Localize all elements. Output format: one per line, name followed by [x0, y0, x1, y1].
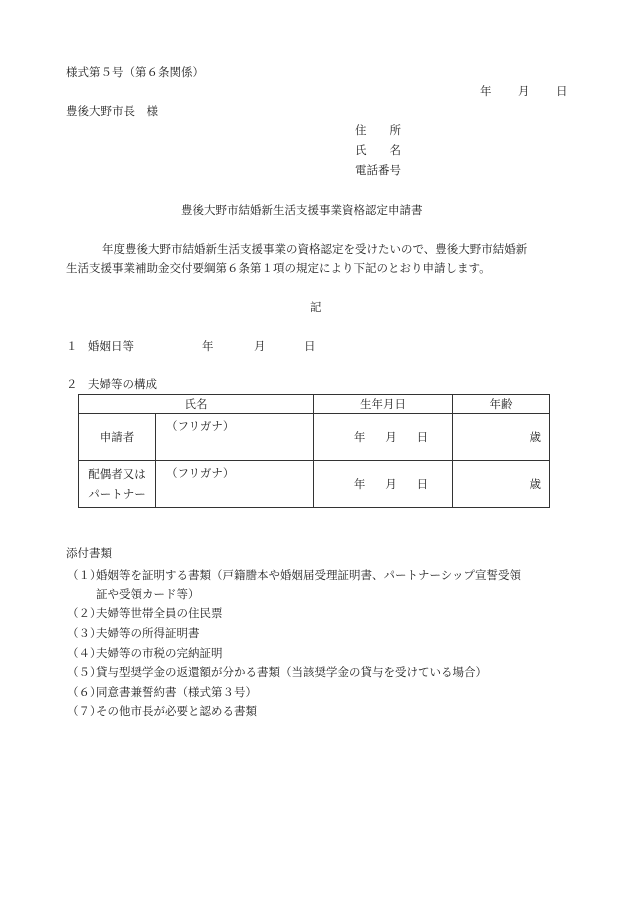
addressee: 豊後大野市長 様	[66, 104, 158, 118]
dob-cell[interactable]	[314, 461, 453, 508]
row-label	[79, 461, 156, 508]
item1-label: 婚姻日等	[88, 339, 134, 353]
attachment-number: （４）	[67, 646, 102, 660]
age-cell[interactable]	[453, 461, 550, 508]
attachment-number: （７）	[67, 704, 102, 718]
attachment-text: 同意書兼誓約書（様式第３号）	[96, 685, 257, 699]
dob-month-label: 月	[385, 430, 397, 444]
attachment-item	[67, 624, 200, 642]
document-title: 豊後大野市結婚新生活支援事業資格認定申請書	[181, 203, 423, 217]
attachment-text: その他市長が必要と認める書類	[96, 704, 257, 718]
body-text-line-2: 生活支援事業補助金交付要綱第６条第１項の規定により下記のとおり申請します。	[66, 261, 491, 275]
age-cell[interactable]	[453, 414, 550, 461]
item2-label: 夫婦等の構成	[88, 377, 157, 391]
attachment-item	[67, 604, 223, 622]
dob-year-label: 年	[353, 477, 366, 491]
item1-number: １	[66, 339, 78, 353]
row-label-line1: 配偶者又は	[88, 467, 146, 481]
attachment-item	[67, 644, 223, 662]
attachment-item	[67, 566, 521, 584]
table-row	[79, 461, 550, 508]
marriage-year-label: 年	[202, 339, 214, 353]
attachment-text: 夫婦等の市税の完納証明	[96, 646, 223, 660]
age-unit-label: 歳	[529, 477, 541, 491]
name-label: 氏 名	[355, 143, 401, 157]
attachment-number: （６）	[67, 685, 102, 699]
attachment-number: （２）	[67, 606, 102, 620]
item2-number: ２	[66, 377, 78, 391]
attachment-number: （５）	[67, 665, 102, 679]
attachment-text: 夫婦等世帯全員の住民票	[96, 606, 223, 620]
address-label: 住 所	[355, 123, 401, 137]
dob-day-label: 日	[416, 477, 429, 491]
attachment-text: 夫婦等の所得証明書	[96, 626, 200, 640]
body-text-line-1: 年度豊後大野市結婚新生活支援事業の資格認定を受けたいので、豊後大野市結婚新	[102, 242, 528, 256]
family-table	[78, 394, 550, 508]
attachment-text: 貸与型奨学金の返還額が分かる書類（当該奨学金の貸与を受けている場合）	[96, 665, 487, 679]
date-month-label: 月	[518, 84, 530, 98]
date-day-label: 日	[556, 84, 568, 98]
furigana-label: （フリガナ）	[166, 466, 235, 480]
date-year-label: 年	[480, 84, 492, 98]
name-input-cell[interactable]	[156, 461, 314, 508]
attachment-item	[67, 663, 487, 681]
marriage-day-label: 日	[304, 339, 316, 353]
attachment-item-continuation: 証や受領カード等）	[96, 587, 200, 601]
table-row	[79, 414, 550, 461]
attachment-number: （１）	[67, 568, 102, 582]
header-name: 氏名	[79, 395, 314, 414]
phone-label: 電話番号	[355, 163, 401, 177]
furigana-label: （フリガナ）	[166, 419, 235, 433]
form-number: 様式第５号（第６条関係）	[66, 65, 204, 79]
header-age: 年齢	[453, 395, 550, 414]
attachment-item	[67, 683, 257, 701]
attachment-item	[67, 702, 257, 720]
table-header-row	[79, 395, 550, 414]
row-label	[79, 414, 156, 461]
attachments-heading: 添付書類	[66, 546, 112, 560]
marriage-month-label: 月	[254, 339, 266, 353]
attachment-number: （３）	[67, 626, 102, 640]
age-unit-label: 歳	[529, 430, 541, 444]
name-input-cell[interactable]	[156, 414, 314, 461]
dob-year-label: 年	[353, 430, 366, 444]
dob-day-label: 日	[416, 430, 429, 444]
attachment-text: 婚姻等を証明する書類（戸籍謄本や婚姻届受理証明書、パートナーシップ宣誓受領	[96, 568, 522, 582]
ki-label: 記	[310, 300, 322, 314]
header-dob: 生年月日	[314, 395, 453, 414]
dob-month-label: 月	[385, 477, 397, 491]
row-label-line1: 申請者	[99, 430, 135, 444]
row-label-line2: パートナー	[88, 487, 146, 501]
dob-cell[interactable]	[314, 414, 453, 461]
